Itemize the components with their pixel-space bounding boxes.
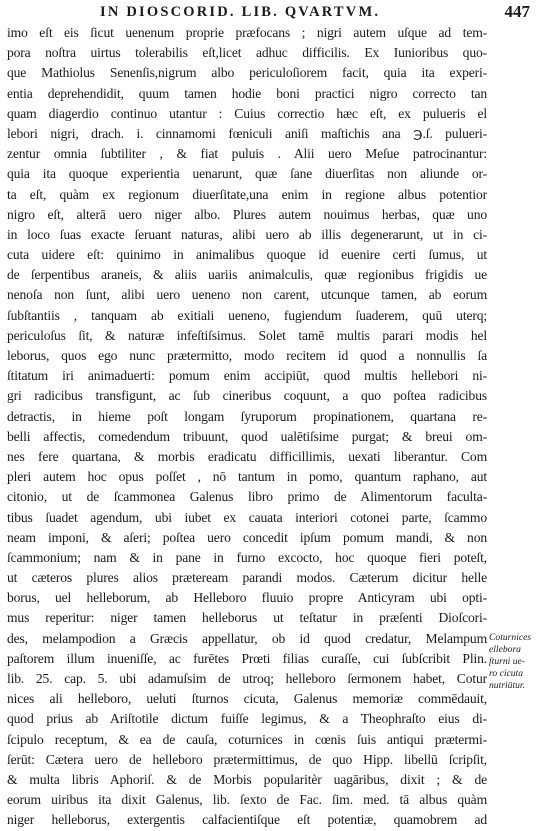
- text-line: des, melampodion a Græcis appellatur, ob id quod credatur, Melampum: [7, 630, 487, 646]
- text-line: quia ita quoque experientia uenarunt, quæ ſane diuerſitas non aliunde or-: [7, 166, 487, 182]
- text-line: & multa libris Aphoriſ. & de Morbis popularitèr uagāribus, dixit ; & de: [7, 771, 487, 787]
- body-text: [7, 23, 487, 831]
- text-line: nes fere quartana, & morbis eradicatu difficillimis, uexati liberantur. Com: [7, 448, 487, 464]
- text-line: ſtitatum iri animaduerti: pomum enim accipiūt, quod multis hellebori ni-: [7, 368, 487, 384]
- margin-note-line: ſturni ue-: [489, 656, 525, 667]
- text-line: que Mathiolus Senenſis,nigrum albo periculoſiorem facit, quia ita experi-: [7, 65, 487, 81]
- text-line: ta eſt, quàm ex regionum diuerſitate,una enim in regione albus potentior: [7, 186, 487, 202]
- text-line: zentur omnia ſubtiliter , & fiat puluis . Alii uero Meſue patrocinantur:: [7, 146, 487, 162]
- text-line: imo eſt eis ſicut uenenum proprie præfocans ; nigri autem uſque ad tem-: [7, 25, 487, 40]
- text-line: citonio, ut de ſcammonea Galenus libro primo de Alimentorum faculta-: [7, 489, 487, 505]
- text-line: nigro eſt, alterā uero niger albo. Plures autem nouimus herbas, quæ uno: [7, 206, 487, 222]
- text-line: leborus, quos ego nunc prætermitto, modo recitem id quod a nonnullis ſa: [7, 348, 487, 363]
- text-line: pleri autem hoc opus poſſet , nō tantum in pomo, quantum raphano, aut: [7, 469, 487, 485]
- text-line: eorum uiribus ita dixit Galenus, lib. ſexto de Fac. ſim. med. tā albus quàm: [7, 792, 487, 808]
- text-line: lib. 25. cap. 5. ubi adamuſsim de utroq; helleboro ſermonem habet, Cotur: [7, 671, 487, 686]
- margin-note-line: ro cicuta: [489, 668, 524, 679]
- text-line: periculoſus ſit, & naturæ infeſtiſsimus. Solet tamē multis parari modis hel: [7, 327, 487, 343]
- text-line: detractis, in hieme poſt longam ſyruporum propinationem, quartana re-: [7, 408, 487, 424]
- text-line: ſcammonium; nam & in pane in furno excocto, hoc quoque fieri poteſt,: [7, 549, 487, 565]
- text-line: ſerūt: Cætera uero de helleboro prætermittimus, de quo Hipp. libellū ſcripſit,: [7, 751, 487, 767]
- text-line: quod prius ab Ariſtotile dictum fuiſſe legimus, & a Theophraſto eius di-: [7, 711, 487, 727]
- text-line: belli affectis, comedendum tribuunt, quod ualētiſsime purgat; & breui om-: [7, 428, 487, 444]
- text-line: lebori nigri, drach. i. cinnamomi fœniculi aniſi maſtichis ana ℈.ſ. pulueri-: [7, 125, 487, 141]
- text-line: nices ali helleboro, ueluti ſturnos cicuta, Galenus memoriæ commēdauit,: [7, 691, 487, 707]
- text-line: neam imponi, & aſeri; poſtea uero concedit ipſum pomum mandi, & non: [7, 529, 487, 545]
- text-line: gri radicibus transfigunt, ac ſub cineribus coquunt, a quo poſtea radicibus: [7, 388, 487, 404]
- text-line: ſcipulo receptum, & ea de cauſa, coturnices in cœnis ſuis antiqui prætermi-: [7, 731, 487, 747]
- margin-note-line: nutriūtur.: [489, 680, 525, 691]
- text-line: in loco ſuas exacte ſeruant naturas, alibi uero ab illis degenerarunt, ut in ci-: [7, 226, 487, 242]
- text-line: pora noſtra uirtus tolerabilis eſt,licet adhuc difficilis. Ex Iunioribus quo-: [7, 45, 487, 61]
- text-line: cuta uidere eſt: quinimo in animalibus quoque id euenire certi ſumus, ut: [7, 247, 487, 263]
- margin-note-line: Coturnices: [489, 632, 532, 643]
- text-line: niger helleborus, extergentis calfacientiſque eſt potentiæ, quamobrem ad: [7, 812, 487, 828]
- margin-note: [489, 632, 545, 692]
- text-line: ſubſtantiis , tanquam ab exitiali ueneno, fugiendum ſuaderem, quū uterq;: [7, 307, 487, 323]
- margin-note-line: ellebora: [489, 644, 521, 655]
- text-line: de ſerpentibus araneis, & aliis uariis animalculis, quæ regionibus frigidis ue: [7, 267, 487, 283]
- text-line: quam diagerdio continuo utantur : Cuius correctio hæc eſt, ex pulueris el: [7, 105, 487, 121]
- running-head: [60, 2, 530, 24]
- text-line: entia deprehendidit, quum tamen hodie boni practici nigro correcto tan: [7, 85, 487, 101]
- running-title: IN DIOSCORID. LIB. QVARTVM.: [100, 4, 381, 20]
- text-line: borus, uel helleborum, ab Helleboro fluuio propre Anticyram ubi opti-: [7, 590, 487, 606]
- text-line: tibus ſuadet agendum, ubi iubet ex cauata interiori cotonei parte, ſcammo: [7, 509, 487, 525]
- text-line: ut cæteros plures alios præteream parandi modos. Cæterum dicitur helle: [7, 570, 487, 586]
- text-line: paſtorem illum inueniſſe, ac furētes Prœti filias curaſſe, cui ſubſcribit Plin.: [7, 650, 487, 666]
- text-line: nenoſa non ſunt, alibi uero ueneno non carent, utcunque tamen, ab eorum: [7, 287, 487, 303]
- page-number: 447: [504, 2, 530, 21]
- text-line: mus reperitur: niger tamen helleborus ut teſtatur in præſenti Dioſcori-: [7, 610, 487, 626]
